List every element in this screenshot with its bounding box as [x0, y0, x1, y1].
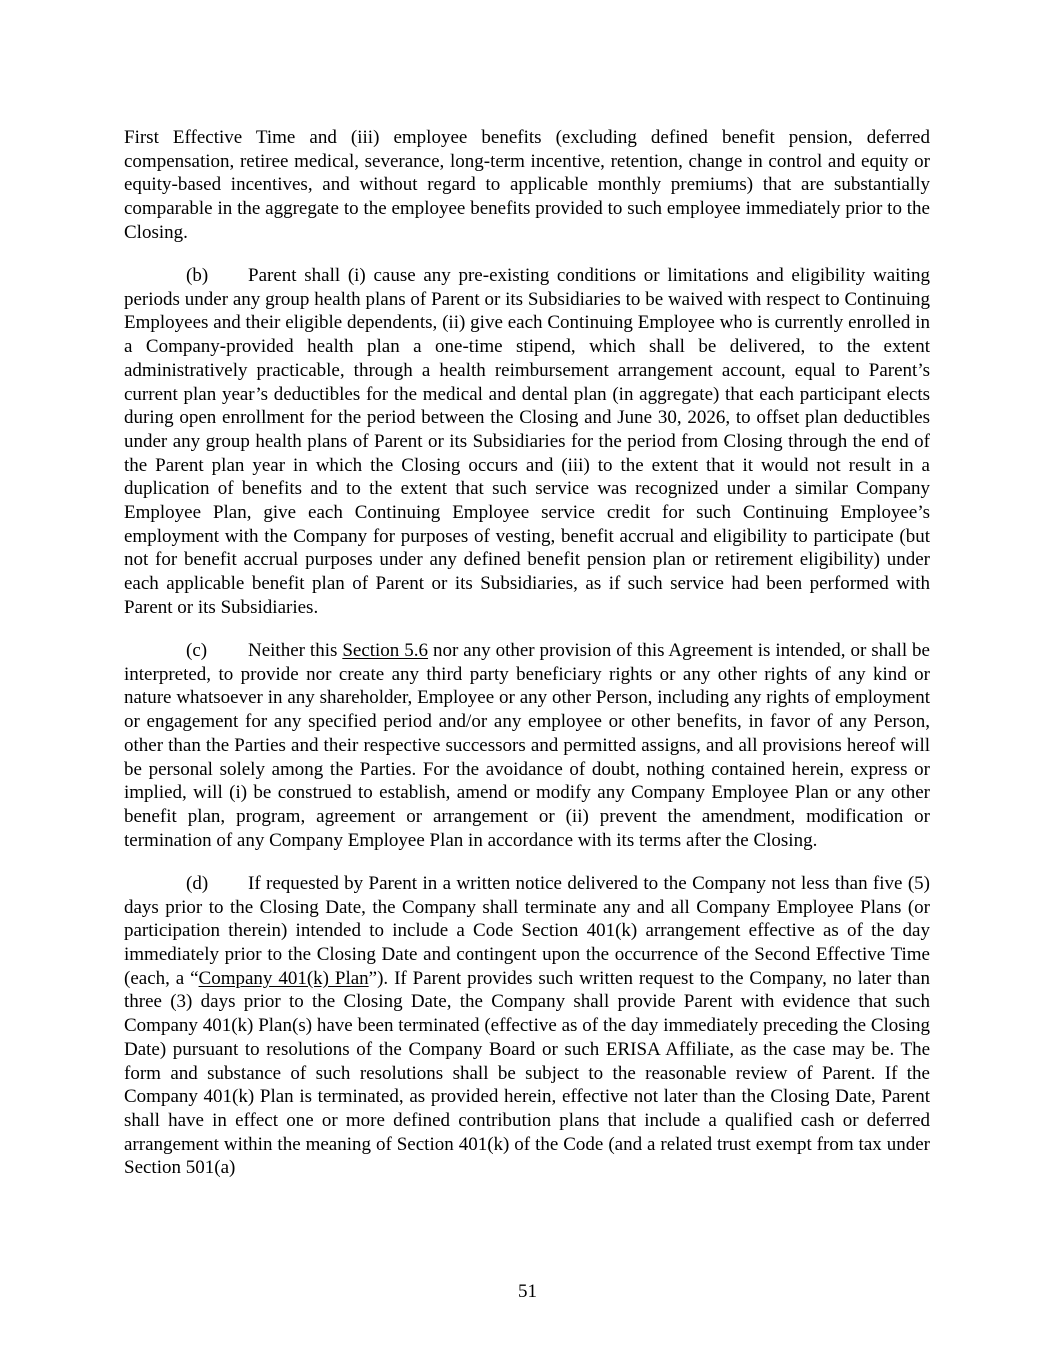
- paragraph-text: First Effective Time and (iii) employee benefits (excluding defined benefit pension, deferred compensation, retiree medical, severance, long-term incentive, retention, change in control and equity or equity-based incentives, and without regard to applicable monthly premiums) that are substantially comparable in the aggregate to the employee benefits provided to such employee immediately prior to the Closing.: [124, 127, 930, 243]
- paragraph-text: Parent shall (i) cause any pre-existing conditions or limitations and eligibility waiting periods under any group health plans of Parent or its Subsidiaries to be waived with respect to Continuing Employees and their eligible dependents, (ii) give each Continuing Employee who is currently enrolled in a Company-provided health plan a one-time stipend, which shall be delivered, to the extent administratively practicable, through a health reimbursement arrangement account, equal to Parent’s current plan year’s deductibles for the medical and dental plan (in aggregate) that each participant elects during open enrollment for the period between the Closing and June 30, 2026, to offset plan deductibles under any group health plans of Parent or its Subsidiaries for the period from Closing through the end of the Parent plan year in which the Closing occurs and (iii) to the extent that it would not result in a duplication of benefits and to the extent that such service was recognized under a similar Company Employee Plan, give each Continuing Employee service credit for such Continuing Employee’s employment with the Company for purposes of vesting, benefit accrual and eligibility to participate (but not for benefit accrual purposes under any defined benefit pension plan or retirement eligibility) under each applicable benefit plan of Parent or its Subsidiaries, as if such service had been performed with Parent or its Subsidiaries.: [124, 265, 930, 618]
- paragraph-b: [124, 264, 930, 620]
- paragraph-label: (c): [186, 640, 208, 662]
- document-body: [124, 126, 930, 1180]
- page-number: 51: [518, 1281, 537, 1302]
- paragraph-text: ”). If Parent provides such written request to the Company, no later than three (3) days prior to the Closing Date, the Company shall provide Parent with evidence that such Company 401(k) Plan(s) have been terminated (effective as of the day immediately preceding the Closing Date) pursuant to resolutions of the Company Board or such ERISA Affiliate, as the case may be. The form and substance of such resolutions shall be subject to the reasonable review of Parent. If the Company 401(k) Plan is terminated, as provided herein, effective not later than the Closing Date, Parent shall have in effect one or more defined contribution plans that include a qualified cash or deferred arrangement within the meaning of Section 401(k) of the Code (and a related trust exempt from tax under Section 501(a): [124, 967, 930, 1179]
- paragraph-c: [124, 639, 930, 852]
- defined-term: Company 401(k) Plan: [198, 967, 369, 989]
- paragraph-continuation: [124, 126, 930, 245]
- paragraph-d: [124, 872, 930, 1180]
- section-reference: Section 5.6: [342, 640, 428, 662]
- paragraph-label: (d): [186, 872, 209, 894]
- paragraph-text: nor any other provision of this Agreement is intended, or shall be interpreted, to provide nor create any third party beneficiary rights or any other rights of any kind or nature whatsoever in any shareholder, Employee or any other Person, including any rights of employment or engagement for any specified period and/or any employee or other benefits, in favor of any Person, other than the Parties and their respective successors and permitted assigns, and all provisions hereof will be personal solely among the Parties. For the avoidance of doubt, nothing contained herein, express or implied, will (i) be construed to establish, amend or modify any Company Employee Plan or any other benefit plan, program, agreement or arrangement or (ii) prevent the amendment, modification or termination of any Company Employee Plan in accordance with its terms after the Closing.: [124, 640, 930, 851]
- paragraph-text: If requested by Parent in a written notice delivered to the Company not less than five (5) days prior to the Closing Date, the Company shall terminate any and all Company Employee Plans (or participation therein) intended to include a Code Section 401(k) arrangement effective as of the day immediately prior to the Closing Date and contingent upon the occurrence of the Second Effective Time (each, a “: [124, 872, 930, 989]
- paragraph-text: Neither this: [248, 640, 343, 662]
- paragraph-label: (b): [186, 265, 209, 287]
